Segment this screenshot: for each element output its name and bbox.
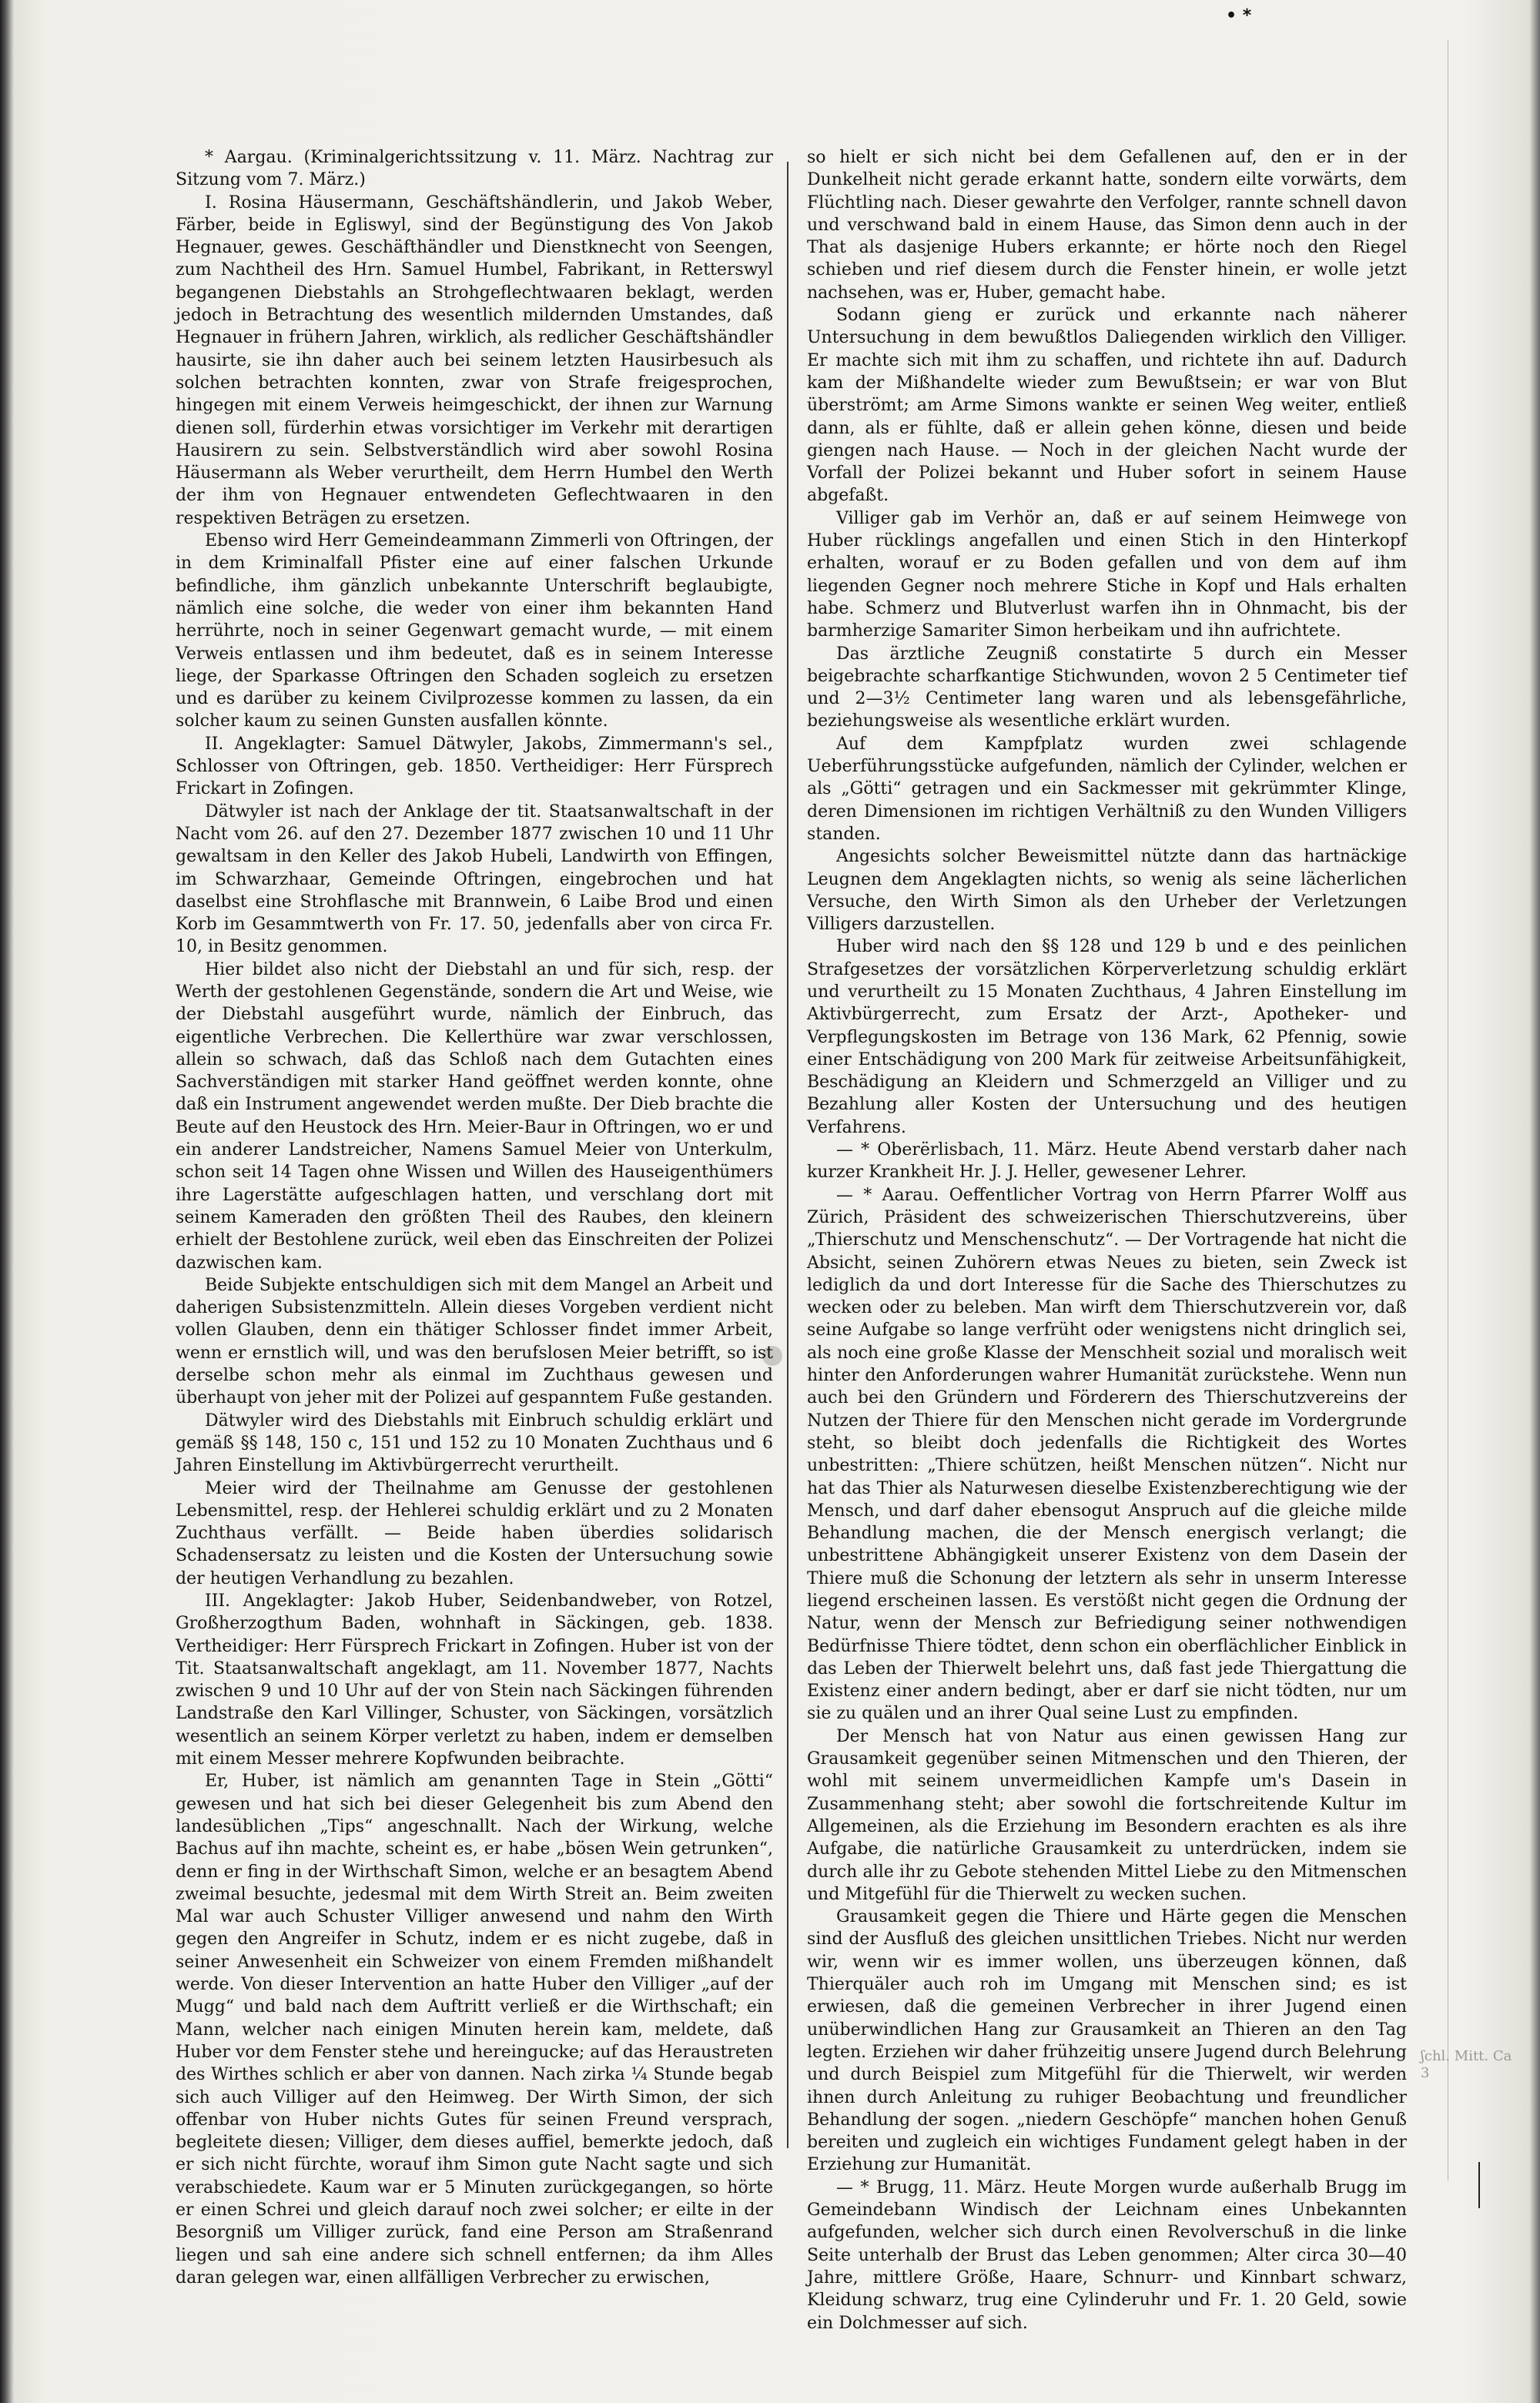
article-paragraph: Dätwyler ist nach der Anklage der tit. Staatsanwaltschaft in der Nacht vom 26. auf den 27. Dezember 1877 zwischen 10 und 11 Uhr gewaltsam in den Keller des Jakob Hubeli, Landwirth von Effingen, im Schwarzhaar, Gemeinde Oftringen, eingebrochen und hat daselbst eine Strohflasche mit Brannwein, 6 Laibe Brod und einen Korb im Gesammtwerth von Fr. 17. 50, jedenfalls aber von circa Fr. 10, in Besitz genommen. [176,802,773,957]
article-paragraph: Grausamkeit gegen die Thiere und Härte gegen die Menschen sind der Ausfluß des gleichen unsittlichen Triebes. Nicht nur werden wir, wenn wir es immer wollen, uns überzeugen können, daß Thierquäler auch roh im Umgang mit Menschen sind; es ist erwiesen, daß die gemeinen Verbrecher in ihrer Jugend einen unüberwindlichen Hang zur Grausamkeit an Thieren an den Tag legten. Erziehen wir daher frühzeitig unsere Jugend durch Belehrung und durch Beispiel zum Mitgefühl für die Thierwelt, wir werden ihnen durch Anleitung zu ruhiger Beobachtung und freundlicher Behandlung der sogen. „niedern Geschöpfe“ manchen hohen Genuß bereiten und zugleich ein wichtiges Fundament gelegt haben in der Erziehung zur Humanität. [807,1907,1407,2175]
article-paragraph: Villiger gab im Verhör an, daß er auf seinem Heimwege von Huber rücklings angefallen und einen Stich in den Hinterkopf erhalten, worauf er zu Boden gefallen und von dem auf ihm liegenden Gegner noch mehrere Stiche in Kopf und Hals erhalten habe. Schmerz und Blutverlust warfen ihn in Ohnmacht, bis der barmherzige Samariter Simon herbeikam und ihn aufrichtete. [807,508,1407,641]
article-paragraph: II. Angeklagter: Samuel Dätwyler, Jakobs, Zimmermann's sel., Schlosser von Oftringen, geb. 1850. Vertheidiger: Herr Fürsprech Frickart in Zofingen. [176,734,773,799]
article-paragraph: so hielt er sich nicht bei dem Gefallenen auf, den er in der Dunkelheit nicht gerade erkannt hatte, sondern eilte vorwärts, dem Flüchtling nach. Dieser gewahrte den Verfolger, rannte schnell davon und verschwand bald in einem Hause, das Simon denn auch in der That als dasjenige Hubers erkannte; er hörte noch den Riegel schieben und rief diesem durch die Fenster hinein, er wolle jetzt nachsehen, was er, Huber, gemacht habe. [807,148,1407,303]
article-paragraph: Hier bildet also nicht der Diebstahl an und für sich, resp. der Werth der gestohlenen Gegenstände, sondern die Art und Weise, wie der Diebstahl ausgeführt wurde, nämlich der Einbruch, das eigentliche Verbrechen. Die Kellerthüre war zwar verschlossen, allein so schwach, daß das Schloß nach dem Gutachten eines Sachverständigen mit starker Hand geöffnet werden konnte, ohne daß ein Instrument angewendet werden mußte. Der Dieb brachte die Beute auf den Heustock des Hrn. Meier-Baur in Oftringen, wo er und ein anderer Landstreicher, Namens Samuel Meier von Unterkulm, schon seit 14 Tagen ohne Wissen und Willen des Hauseigenthümers ihre Lagerstätte aufgeschlagen hatten, und verschlang dort mit seinem Kameraden den größten Theil des Raubes, den kleinern erhielt der Bestohlene zurück, weil eben das Einschreiten der Polizei dazwischen kam. [176,959,773,1273]
page-edge-right [1529,0,1540,2403]
article-paragraph: Huber wird nach den §§ 128 und 129 b und e des peinlichen Strafgesetzes der vorsätzlichen Körperverletzung schuldig erklärt und verurtheilt zu 15 Monaten Zuchthaus, 4 Jahren Einstellung im Aktivbürgerrecht, zum Ersatz der Arzt-, Apotheker- und Verpflegungskosten im Betrage von 136 Mark, 62 Pfennig, sowie einer Entschädigung von 200 Mark für zeitweise Arbeitsunfähigkeit, Beschädigung an Kleidern und Schmerzgeld an Villiger und zu Bezahlung aller Kosten der Untersuchung und des heutigen Verfahrens. [807,937,1407,1137]
article-paragraph: Sodann gieng er zurück und erkannte nach näherer Untersuchung in dem bewußtlos Daliegenden wirklich den Villiger. Er machte sich mit ihm zu schaffen, und richtete ihn auf. Dadurch kam der Mißhandelte wieder zum Bewußtsein; er war von Blut überströmt; am Arme Simons wankte er seinen Weg weiter, entließ dann, als er fühlte, daß er allein gehen könne, diesen und beide giengen nach Hause. — Noch in der gleichen Nacht wurde der Vorfall der Polizei bekannt und Huber sofort in seinem Hause abgefaßt. [807,306,1407,506]
column-left [176,146,773,2289]
column-divider [787,162,788,2148]
article-paragraph: Der Mensch hat von Natur aus einen gewissen Hang zur Grausamkeit gegenüber seinen Mitmenschen und den Thieren, der wohl mit seinem unvermeidlichen Kampfe um's Dasein in Zusammenhang steht; aber sowohl die fortschreitende Kultur im Allgemeinen, als die Erziehung im Besondern erachten es als ihre Aufgabe, die natürliche Grausamkeit zu unterdrücken, indem sie durch alle ihr zu Gebote stehenden Mittel Liebe zu den Mitmenschen und Mitgefühl für die Thierwelt zu wecken suchen. [807,1726,1407,1904]
article-paragraph: Das ärztliche Zeugniß constatirte 5 durch ein Messer beigebrachte scharfkantige Stichwunden, wovon 2 5 Centimeter tief und 2—3½ Centimeter lang waren und als lebensgefährliche, beziehungsweise als wesentliche erklärt wurden. [807,644,1407,731]
article-paragraph: — * Brugg, 11. März. Heute Morgen wurde außerhalb Brugg im Gemeindebann Windisch der Leichnam eines Unbekannten aufgefunden, welcher sich durch einen Revolverschuß in die linke Seite unterhalb der Brust das Leben genommen; Alter circa 30—40 Jahre, mittlere Größe, Haare, Schnurr- und Kinnbart schwarz, Kleidung schwarz, trug eine Cylinderuhr und Fr. 1. 20 Geld, sowie ein Dolchmesser auf sich. [807,2177,1407,2333]
article-paragraph: Angesichts solcher Beweismittel nützte dann das hartnäckige Leugnen dem Angeklagten nichts, so wenig als seine lächerlichen Versuche, den Wirth Simon als den Urheber der Verletzungen Villigers darzustellen. [807,847,1407,935]
article-paragraph: Beide Subjekte entschuldigen sich mit dem Mangel an Arbeit und daherigen Subsistenzmitteln. Allein dieses Vorgeben verdient nicht vollen Glauben, denn ein thätiger Schlosser findet immer Arbeit, wenn er ernstlich will, und was den berufslosen Meier betrifft, so ist derselbe schon mehr als einmal im Zuchthaus gewesen und überhaupt von jeher mit der Polizei auf gespanntem Fuße gestanden. [176,1275,773,1408]
margin-tick [1478,2162,1480,2208]
article-paragraph: * Aargau. (Kriminalgerichtssitzung v. 11. März. Nachtrag zur Sitzung vom 7. März.) [176,148,773,190]
article-paragraph: Auf dem Kampfplatz wurden zwei schlagende Ueberführungsstücke aufgefunden, nämlich der Cylinder, welchen er als „Götti“ getragen und ein Sackmesser mit gekrümmter Klinge, deren Dimensionen im richtigen Verhältniß zu den Wunden Villigers standen. [807,734,1407,844]
article-paragraph: Dätwyler wird des Diebstahls mit Einbruch schuldig erklärt und gemäß §§ 148, 150 c, 151 und 152 zu 10 Monaten Zuchthaus und 6 Jahren Einstellung im Aktivbürgerrecht verurtheilt. [176,1411,773,1476]
article-paragraph: — * Aarau. Oeffentlicher Vortrag von Herrn Pfarrer Wolff aus Zürich, Präsident des schweizerischen Thierschutzvereins, über „Thierschutz und Menschenschutz“. — Der Vortragende hat nicht die Absicht, seinen Zuhörern etwas Neues zu bieten, sein Zweck ist lediglich da und dort Interesse für die Sache des Thierschutzes zu wecken oder zu beleben. Man wirft dem Thierschutzverein vor, daß seine Aufgabe so lange verfrüht oder wenigstens nicht dringlich sei, als noch eine große Klasse der Menschheit sozial und moralisch weit hinter den Anforderungen wahrer Humanität zurückstehe. Wenn nun auch bei den Gründern und Förderern des Thierschutzvereins der Nutzen der Thiere für den Menschen nicht gerade im Vordergrunde steht, so bleibt doch jedenfalls die Richtigkeit des Wortes unbestritten: „Thiere schützen, heißt Menschen nützen“. Nicht nur hat das Thier als Naturwesen dieselbe Existenzberechtigung wie der Mensch, und darf daher ebensogut Anspruch auf die gleiche milde Behandlung machen, die der Mensch energisch verlangt; die unbestrittene Abhängigkeit unserer Existenz von dem Dasein der Thiere muß die Schonung der letztern als sehr in unserm Interesse liegend erscheinen lassen. Es verstößt nicht gegen die Ordnung der Natur, wenn der Mensch zur Befriedigung seiner nothwendigen Bedürfnisse Thiere tödtet, denn schon ein oberflächlicher Einblick in das Leben der Thierwelt belehrt uns, daß fast jede Thiergattung die Existenz einer andern bedingt, aber er darf sie nicht tödten, nur um sie zu quälen und an ihrer Qual seine Lust zu empfinden. [807,1185,1407,1724]
article-paragraph: Ebenso wird Herr Gemeindeammann Zimmerli von Oftringen, der in dem Kriminalfall Pfister eine auf einer falschen Urkunde befindliche, ihm gänzlich unbekannte Unterschrift beglaubigte, nämlich eine solche, die weder von einer ihm bekannten Hand herrührte, noch in seiner Gegenwart gemacht wurde, — mit einem Verweis entlassen und ihm bedeutet, daß es in seinem Interesse liege, der Sparkasse Oftringen den Schaden sogleich zu ersetzen und es darüber zu keinem Civilprozesse kommen zu lassen, da ein solcher kaum zu seinen Gunsten ausfallen könnte. [176,531,773,731]
column-right [807,146,1407,2334]
article-paragraph: I. Rosina Häusermann, Geschäftshändlerin, und Jakob Weber, Färber, beide in Egliswyl, sind der Begünstigung des Von Jakob Hegnauer, gewes. Geschäfthändler und Dienstknecht von Seengen, zum Nachtheil des Hrn. Samuel Humbel, Fabrikant, in Retterswyl begangenen Diebstahls an Strohgeflechtwaaren beklagt, werden jedoch in Betrachtung des wesentlich mildernden Umstandes, daß Hegnauer in frühern Jahren, wirklich, als redlicher Geschäftshändler hausirte, sie ihn daher auch bei seinem letzten Hausirbesuch als solchen betrachten konnten, zwar von Strafe freigesprochen, hingegen mit einem Verweis heimgeschickt, der ihnen zur Warnung dienen soll, fürderhin etwas vorsichtiger im Verkehr mit derartigen Hausirern zu sein. Selbstverständlich wird aber sowohl Rosina Häusermann als Weber verurtheilt, dem Herrn Humbel den Werth der ihm von Hegnauer entwendeten Geflechtwaaren in den respektiven Beträgen zu ersetzen. [176,192,773,528]
bleed-through-text: ʃchl. Mitt. Ca 3 [1421,2048,1512,2081]
article-paragraph: — * Oberërlisbach, 11. März. Heute Abend verstarb daher nach kurzer Krankheit Hr. J. J. Heller, gewesener Lehrer. [807,1140,1407,1183]
article-paragraph: III. Angeklagter: Jakob Huber, Seidenbandweber, von Rotzel, Großherzogthum Baden, wohnhaft in Säckingen, geb. 1838. Vertheidiger: Herr Fürsprech Frickart in Zofingen. Huber ist von der Tit. Staatsanwaltschaft angeklagt, am 11. November 1877, Nachts zwischen 9 und 10 Uhr auf der von Stein nach Säckingen führenden Landstraße den Karl Villinger, Schuster, von Säckingen, vorsätzlich wesentlich an seinem Körper verletzt zu haben, indem er demselben mit einem Messer mehrere Kopfwunden beibrachte. [176,1591,773,1769]
page-edge-left [0,0,14,2403]
article-paragraph: Meier wird der Theilnahme am Genusse der gestohlenen Lebensmittel, resp. der Hehlerei schuldig erklärt und zu 2 Monaten Zuchthaus verfällt. — Beide haben überdies solidarisch Schadensersatz zu leisten und die Kosten der Untersuchung sowie der heutigen Verhandlung zu bezahlen. [176,1478,773,1588]
article-paragraph: Er, Huber, ist nämlich am genannten Tage in Stein „Götti“ gewesen und hat sich bei dieser Gelegenheit bis zum Abend den landesüblichen „Tips“ angeschnallt. Nach der Wirkung, welche Bachus auf ihn machte, scheint es, er habe „bösen Wein getrunken“, denn er fing in der Wirthschaft Simon, welche er an besagtem Abend zweimal besuchte, jedesmal mit dem Wirth Streit an. Beim zweiten Mal war auch Schuster Villiger anwesend und nahm den Wirth gegen den Angreifer in Schutz, indem er es nicht zugebe, daß in seiner Anwesenheit ein Schweizer von einem Fremden mißhandelt werde. Von dieser Intervention an hatte Huber den Villiger „auf der Mugg“ und bald nach dem Auftritt verließ er die Wirthschaft; ein Mann, welcher nach einigen Minuten herein kam, meldete, daß Huber vor dem Fenster stehe und hereingucke; auf das Heraustreten des Wirthes schlich er aber von dannen. Nach zirka ¼ Stunde begab sich auch Villiger auf den Heimweg. Der Wirth Simon, der sich offenbar von Huber nichts Gutes für seinen Freund versprach, begleitete diesen; Villiger, dem dieses auffiel, bemerkte jedoch, daß er sich nicht fürchte, worauf ihm Simon gute Nacht sagte und sich verabschiedete. Kaum war er 5 Minuten zurückgegangen, so hörte er einen Schrei und gleich darauf noch zwei solcher; er eilte in der Besorgniß um Villiger zurück, fand eine Person am Straßenrand liegen und sah eine andere sich schnell entfernen; da ihm Alles daran gelegen war, einen allfälligen Verbrecher zu erwischen, [176,1772,773,2288]
top-mark: • * [1226,6,1252,25]
